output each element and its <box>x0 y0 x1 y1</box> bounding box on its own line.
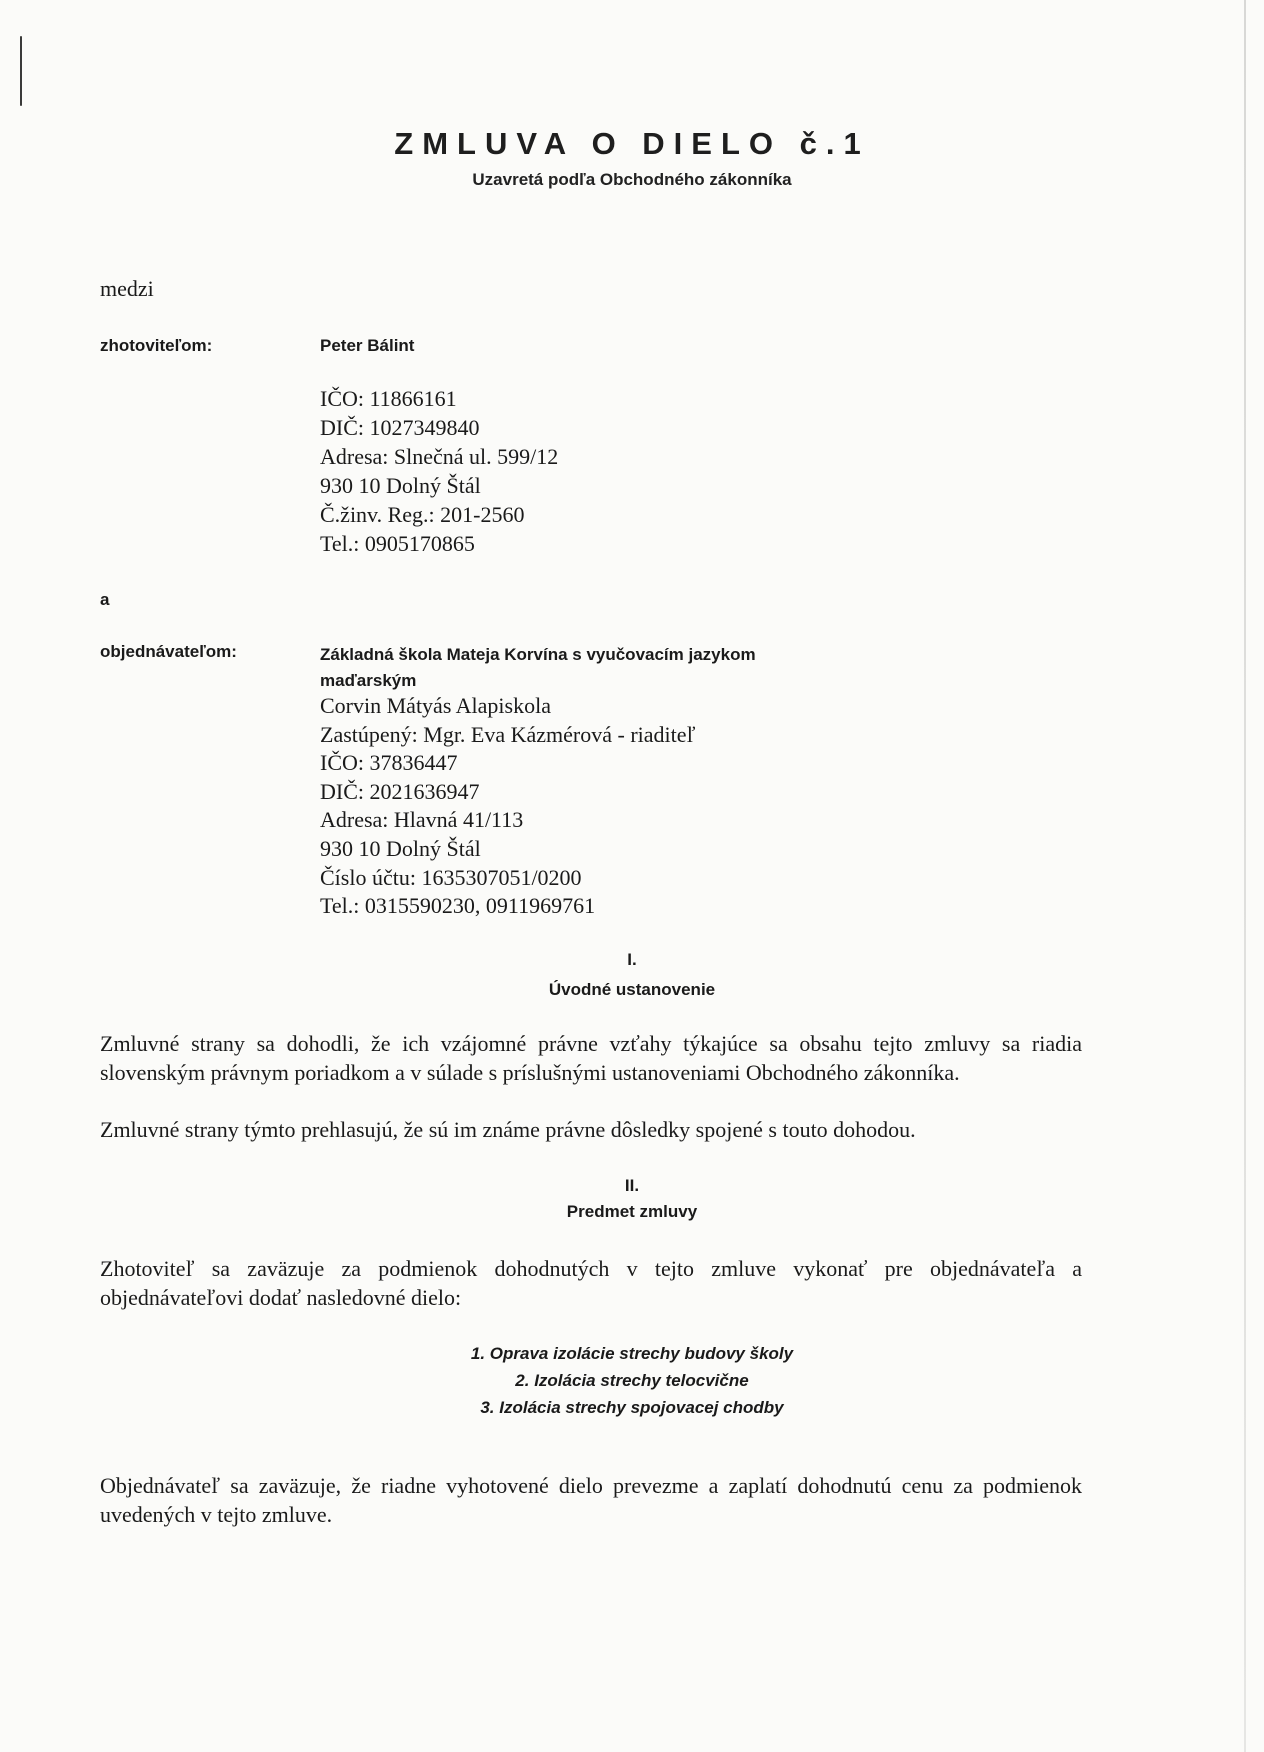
client-dic: DIČ: 2021636947 <box>320 778 480 804</box>
and-word: a <box>100 590 110 609</box>
client-account: Číslo účtu: 1635307051/0200 <box>320 864 582 890</box>
scan-mark <box>20 36 22 106</box>
client-city: 930 10 Dolný Štál <box>320 835 481 861</box>
section1-paragraph2: Zmluvné strany týmto prehlasujú, že sú im známe právne dôsledky spojené s touto dohodou. <box>100 1117 916 1142</box>
contractor-city: 930 10 Dolný Štál <box>320 473 481 498</box>
section2-number: II. <box>624 1176 640 1195</box>
section1-paragraph1: Zmluvné strany sa dohodli, že ich vzájomné právne vzťahy týkajúce sa obsahu tejto zmluvy sa riadia slovenským právnym poriadkom a v súlade s príslušnými ustanoveniami Obchodného zákonníka. <box>100 1031 1082 1085</box>
section1-number: I. <box>627 950 637 969</box>
contractor-address: Adresa: Slnečná ul. 599/12 <box>320 444 559 469</box>
contractor-dic: DIČ: 1027349840 <box>320 415 480 440</box>
section2-paragraph1: Zhotoviteľ sa zaväzuje za podmienok dohodnutých v tejto zmluve vykonať pre objednávateľa a objednávateľovi dodať nasledovné dielo: <box>100 1256 1082 1310</box>
work-item: 3. Izolácia strechy spojovacej chodby <box>480 1398 784 1417</box>
client-name-line2: maďarským <box>320 671 417 690</box>
document-subtitle: Uzavretá podľa Obchodného zákonníka <box>472 170 792 189</box>
work-items-list <box>0 1340 1264 1421</box>
section1-title: Úvodné ustanovenie <box>548 980 716 999</box>
intro-word: medzi <box>100 276 154 301</box>
contractor-ico: IČO: 11866161 <box>320 386 457 411</box>
client-details <box>320 692 695 921</box>
work-item: 2. Izolácia strechy telocvične <box>515 1371 749 1390</box>
client-name-line1: Základná škola Mateja Korvína s vyučovacím jazykom <box>320 645 756 664</box>
client-ico: IČO: 37836447 <box>320 750 458 776</box>
contractor-details <box>320 384 558 558</box>
client-phone: Tel.: 0315590230, 0911969761 <box>320 893 596 919</box>
contractor-registration: Č.žinv. Reg.: 201-2560 <box>320 502 525 527</box>
section2-paragraph2: Objednávateľ sa zaväzuje, že riadne vyhotovené dielo prevezme a zaplatí dohodnutú cenu za podmienok uvedených v tejto zmluve. <box>100 1473 1082 1527</box>
work-item: 1. Oprava izolácie strechy budovy školy <box>470 1344 794 1363</box>
contractor-label: zhotoviteľom: <box>100 336 213 355</box>
client-address: Adresa: Hlavná 41/113 <box>320 807 524 833</box>
contractor-name: Peter Bálint <box>320 336 415 355</box>
section2-title: Predmet zmluvy <box>566 1202 698 1221</box>
client-alt-name: Corvin Mátyás Alapiskola <box>320 693 551 718</box>
client-name <box>320 642 940 694</box>
client-representative: Zastúpený: Mgr. Eva Kázmérová - riaditeľ <box>320 721 696 747</box>
contractor-phone: Tel.: 0905170865 <box>320 531 475 556</box>
client-label: objednávateľom: <box>100 642 237 661</box>
scan-edge <box>1244 0 1246 1752</box>
document-title: ZMLUVA O DIELO č.1 <box>394 126 870 161</box>
